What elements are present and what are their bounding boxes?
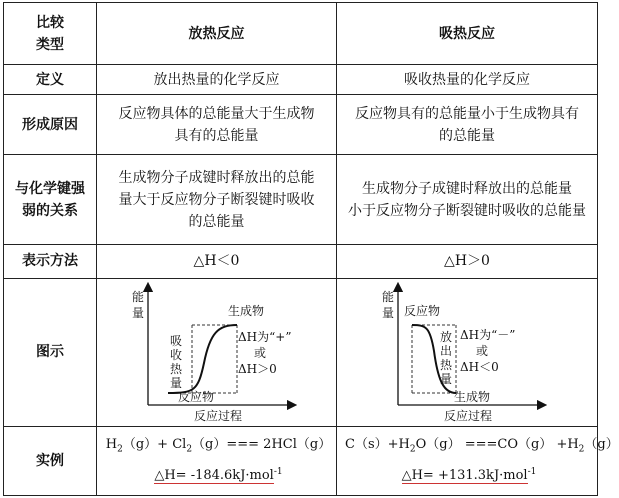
- exo-eq-sub-a: 2: [117, 445, 123, 456]
- exo-bottom-label: 反应物: [177, 390, 214, 405]
- row-definition: [4, 65, 598, 95]
- definition-endothermic: 吸收热量的化学反应: [337, 65, 598, 95]
- notation-endothermic: △H＞0: [337, 245, 598, 278]
- endo-dh-value: △H= +131.3kJ·mol: [401, 468, 528, 484]
- definition-exothermic: 放出热量的化学反应: [97, 65, 337, 95]
- endo-top-label: 反应物: [404, 304, 441, 319]
- bond-label-line2: 弱的关系: [22, 202, 78, 219]
- endo-y-axis-label-1: 能: [382, 290, 395, 305]
- row-label-bond-relation: [4, 155, 97, 245]
- exo-eq-part-a: H: [105, 437, 118, 453]
- bond-exo-line3: 的总能量: [188, 213, 245, 230]
- exo-dh-value: △H= -184.6kJ·mol: [154, 468, 274, 484]
- endo-dh-line3: ΔH＜0: [460, 360, 499, 375]
- bond-endo-line1: 生成物分子成键时释放出的总能量: [362, 180, 572, 197]
- exo-arrow-text-1: 吸: [169, 334, 182, 349]
- row-diagram: [4, 278, 598, 426]
- exo-enthalpy: [105, 461, 332, 487]
- exo-y-axis-label-2: 量: [131, 306, 144, 321]
- row-notation: [4, 245, 598, 278]
- endo-arrow-text-1: 放: [440, 330, 453, 345]
- column-header-exothermic: 放热反应: [97, 3, 337, 65]
- cause-endo-line1: 反应物具有的总能量小于生成物具有: [355, 105, 579, 122]
- exo-energy-diagram: [132, 281, 302, 423]
- row-label-diagram: 图示: [4, 278, 97, 426]
- exo-dh-line1: ΔH为“+”: [237, 330, 291, 345]
- endo-equation: [345, 434, 619, 461]
- corner-line1: 比较: [36, 14, 64, 31]
- cause-exo-line2: 具有的总能量: [174, 127, 259, 144]
- bond-exo-line1: 生成物分子成键时释放出的总能: [118, 169, 315, 186]
- endo-arrow-text-2: 出: [440, 344, 453, 359]
- exo-equation: [105, 434, 332, 461]
- exo-arrow-text-3: 热: [169, 362, 182, 377]
- row-cause: [4, 95, 598, 155]
- diagram-exothermic-cell: [97, 278, 337, 426]
- endo-eq-part-c: （g）: [584, 437, 619, 453]
- comparison-table: [3, 2, 619, 496]
- row-label-definition: 定义: [4, 65, 97, 95]
- endo-y-axis-label-2: 量: [382, 306, 395, 321]
- endo-eq-part-b: O（g） ===CO（g） +H: [415, 437, 579, 453]
- endo-enthalpy: [345, 461, 593, 487]
- bond-exothermic: [97, 155, 337, 245]
- corner-cell: [4, 3, 97, 65]
- cause-exothermic: [97, 95, 337, 155]
- column-header-endothermic: 吸热反应: [337, 3, 598, 65]
- endo-dh-line2: 或: [476, 344, 489, 359]
- exo-eq-part-b: （g）+ Cl: [122, 437, 187, 453]
- row-example: [4, 426, 598, 495]
- cause-endo-line2: 的总能量: [439, 127, 495, 144]
- endo-bottom-label: 生成物: [454, 390, 491, 405]
- cause-exo-line1: 反应物具体的总能量大于生成物: [118, 105, 315, 122]
- exo-arrow-text-2: 收: [169, 348, 182, 363]
- example-exothermic: [97, 426, 337, 495]
- cause-endothermic: [337, 95, 598, 155]
- endo-x-axis-label: 反应过程: [444, 409, 493, 424]
- exo-y-axis-label-1: 能: [131, 290, 144, 305]
- exo-arrow-text-4: 量: [169, 376, 182, 391]
- bond-label-line1: 与化学键强: [15, 180, 85, 197]
- example-endothermic: [337, 426, 619, 495]
- exo-dh-sup: -1: [273, 467, 283, 478]
- endo-dh-line1: ΔH为“－”: [460, 328, 516, 343]
- exo-top-label: 生成物: [227, 304, 264, 319]
- exo-eq-sub-b: 2: [186, 445, 193, 456]
- exo-dh-line2: 或: [253, 346, 266, 361]
- endo-energy-diagram: [382, 281, 552, 423]
- exo-x-axis-label: 反应过程: [193, 409, 242, 424]
- bond-endothermic: [337, 155, 598, 245]
- notation-exothermic: △H＜0: [97, 245, 337, 278]
- exo-dh-line3: ΔH＞0: [237, 362, 277, 377]
- endo-eq-sub-a: 2: [409, 445, 416, 456]
- row-label-example: 实例: [4, 426, 97, 495]
- endo-arrow-text-4: 量: [440, 372, 453, 387]
- row-label-cause: 形成原因: [4, 95, 97, 155]
- bond-endo-line2: 小于反应物分子断裂键时吸收的总能量: [348, 202, 586, 219]
- row-bond-relation: [4, 155, 598, 245]
- bond-exo-line2: 量大于反应物分子断裂键时吸收: [118, 191, 315, 208]
- diagram-endothermic-cell: [337, 278, 598, 426]
- header-row: [4, 3, 598, 65]
- endo-eq-sub-b: 2: [578, 445, 585, 456]
- corner-line2: 类型: [36, 36, 64, 53]
- endo-eq-part-a: C（s）+H: [345, 437, 410, 453]
- row-label-notation: 表示方法: [4, 245, 97, 278]
- endo-arrow-text-3: 热: [440, 358, 453, 373]
- endo-dh-sup: -1: [527, 467, 537, 478]
- exo-eq-part-c: （g）=== 2HCl（g）: [192, 437, 332, 453]
